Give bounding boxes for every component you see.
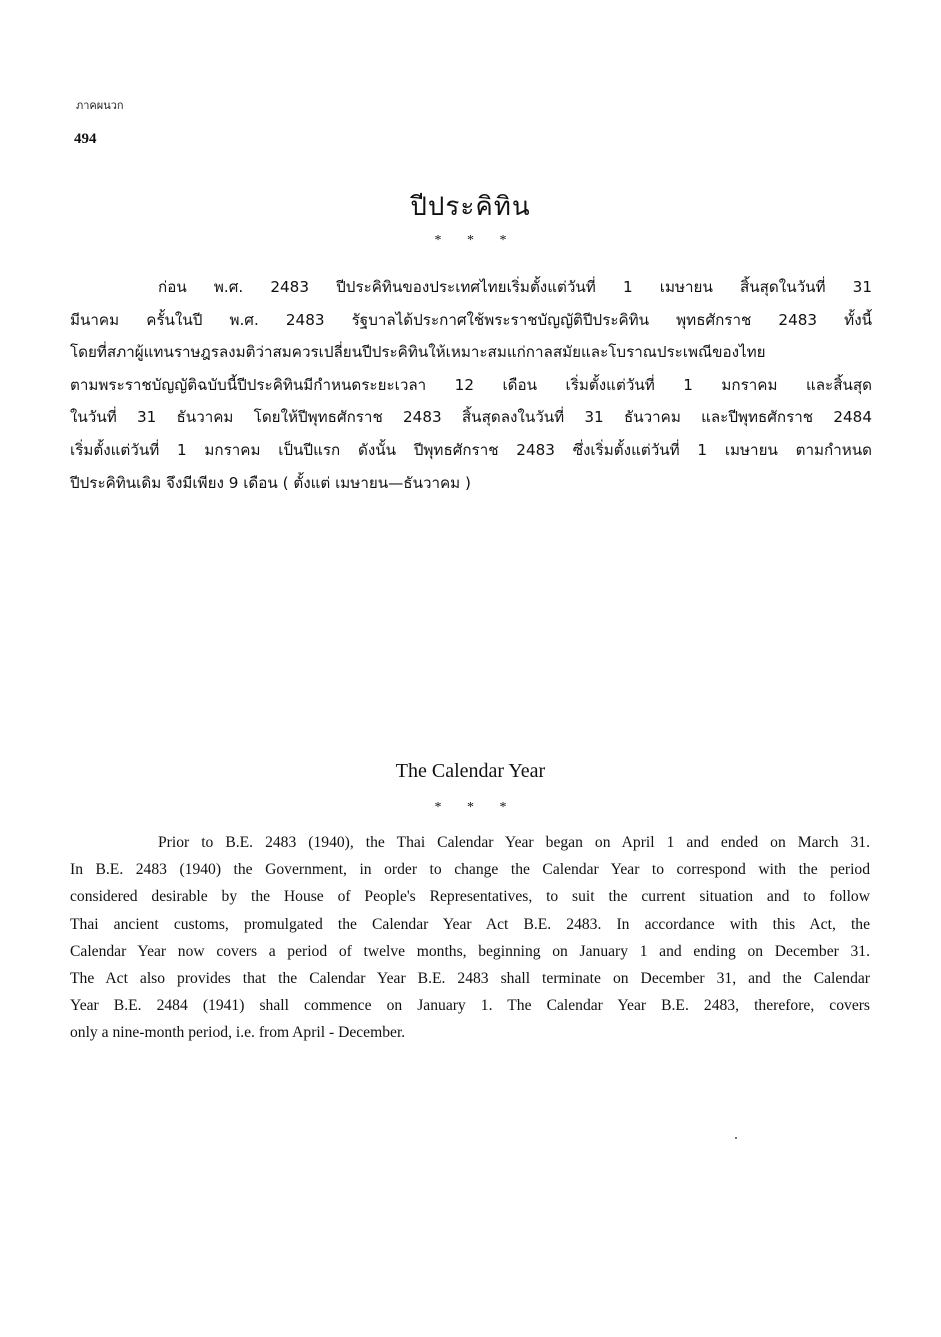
section-header: ภาคผนวก xyxy=(76,99,124,112)
english-line: Thai ancient customs, promulgated the Calendar Year Act B.E. 2483. In accordance with this Act, the xyxy=(70,915,870,933)
thai-line: มีนาคม ครั้นในปี พ.ศ. 2483 รัฐบาลได้ประกาศใช้พระราชบัญญัติปีประคิทิน พุทธศักราช 2483 ทั้งนี้ xyxy=(70,310,872,329)
english-title: The Calendar Year xyxy=(395,760,546,782)
thai-line: ในวันที่ 31 ธันวาคม โดยให้ปีพุทธศักราช 2483 สิ้นสุดลงในวันที่ 31 ธันวาคม และปีพุทธศักราช 2484 xyxy=(70,408,872,427)
thai-line: ก่อน พ.ศ. 2483 ปีประคิทินของประเทศไทยเริ่มตั้งแต่วันที่ 1 เมษายน สิ้นสุดในวันที่ 31 xyxy=(158,278,872,296)
page-number: 494 xyxy=(74,131,97,147)
scan-speck xyxy=(735,1137,737,1139)
thai-line: ตามพระราชบัญญัติฉบับนี้ปีประคิทินมีกำหนดระยะเวลา 12 เดือน เริ่มตั้งแต่วันที่ 1 มกราคม และสิ้นสุด xyxy=(70,375,872,394)
thai-line: เริ่มตั้งแต่วันที่ 1 มกราคม เป็นปีแรก ดังนั้น ปีพุทธศักราช 2483 ซึ่งเริ่มตั้งแต่วันที่ 1 เมษายน ตามกำหนด xyxy=(70,440,872,459)
english-line: Prior to B.E. 2483 (1940), the Thai Calendar Year began on April 1 and ended on March 31. xyxy=(158,834,870,851)
english-line: only a nine-month period, i.e. from April - December. xyxy=(70,1024,406,1042)
english-line: considered desirable by the House of People's Representatives, to suit the current situation and to follow xyxy=(70,888,870,906)
english-line: In B.E. 2483 (1940) the Government, in order to change the Calendar Year to correspond with the period xyxy=(70,861,870,879)
thai-title: ปีประคิทิน xyxy=(410,192,531,222)
thai-line: ปีประคิทินเดิม จึงมีเพียง 9 เดือน ( ตั้งแต่ เมษายน—ธันวาคม ) xyxy=(70,473,471,492)
english-line: The Act also provides that the Calendar Year B.E. 2483 shall terminate on December 31, and the Calendar xyxy=(70,970,870,988)
thai-paragraph xyxy=(70,271,872,499)
english-line: Year B.E. 2484 (1941) shall commence on January 1. The Calendar Year B.E. 2483, therefore, covers xyxy=(70,997,870,1015)
thai-separator: * * * xyxy=(434,233,507,248)
english-separator: * * * xyxy=(434,800,507,815)
english-line: Calendar Year now covers a period of twelve months, beginning on January 1 and ending on December 31. xyxy=(70,942,870,960)
english-paragraph xyxy=(70,829,870,1047)
thai-line: โดยที่สภาผู้แทนราษฎรลงมติว่าสมควรเปลี่ยนปีประคิทินให้เหมาะสมแก่กาลสมัยและโบราณประเพณีของไทย xyxy=(70,343,766,362)
